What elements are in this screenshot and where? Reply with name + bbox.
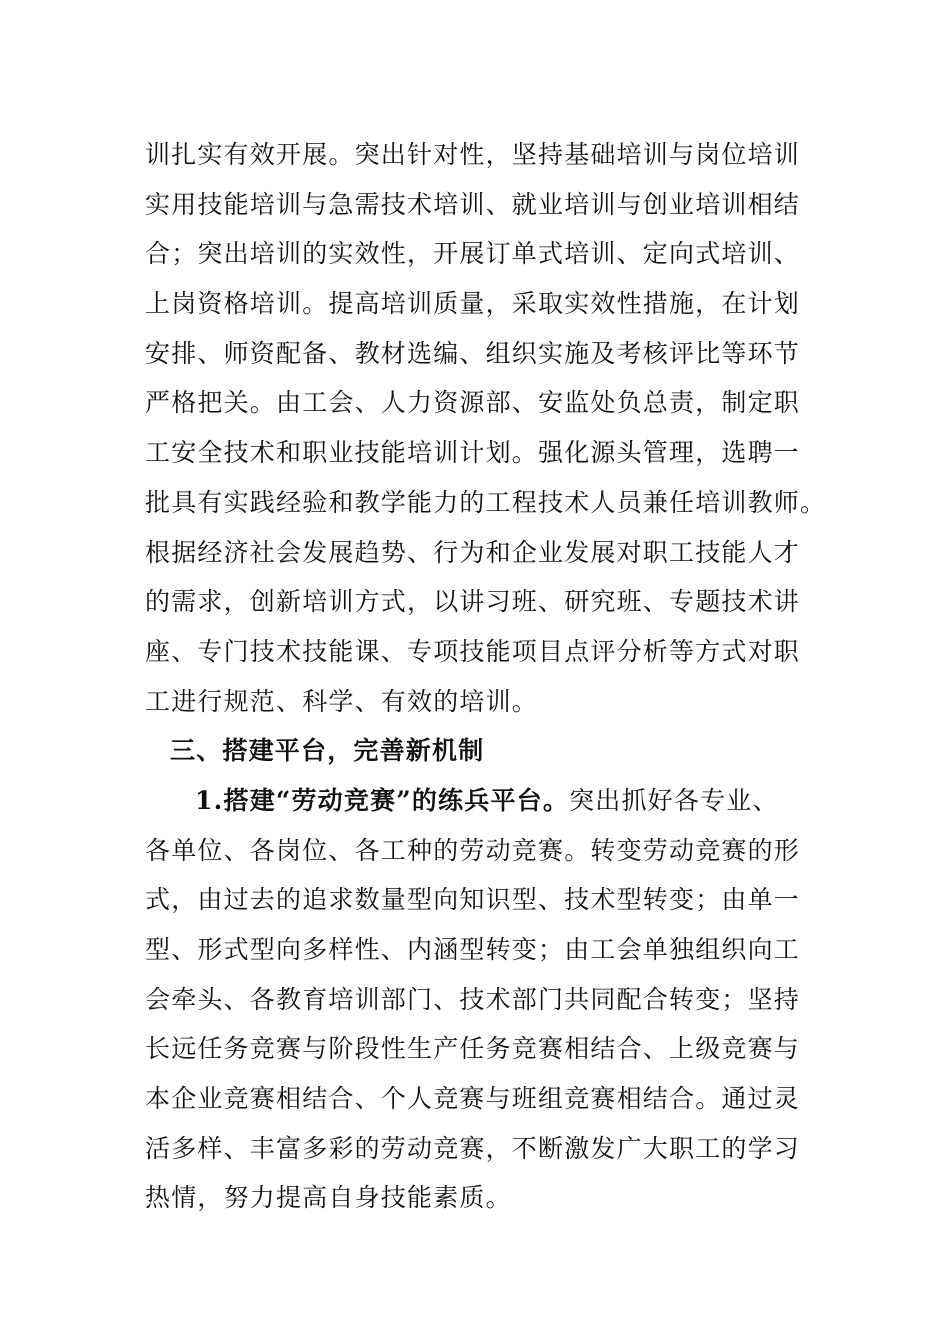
text-line: 的需求，创新培训方式，以讲习班、研究班、专题技术讲 xyxy=(145,587,801,617)
text-line: 严格把关。由工会、人力资源部、安监处负总责，制定职 xyxy=(145,388,801,418)
text-line: 批具有实践经验和教学能力的工程技术人员兼任培训教师。 xyxy=(145,487,827,517)
text-line: 长远任务竞赛与阶段性生产任务竞赛相结合、上级竞赛与 xyxy=(145,1034,801,1064)
text-line: 训扎实有效开展。突出针对性，坚持基础培训与岗位培训 xyxy=(145,140,801,169)
text-line: 实用技能培训与急需技术培训、就业培训与创业培训相结 xyxy=(145,189,801,219)
text-line: 上岗资格培训。提高培训质量，采取实效性措施，在计划 xyxy=(145,289,801,319)
document-body xyxy=(145,130,825,1223)
paragraph-lead-line xyxy=(145,776,825,826)
text-line: 会牵头、各教育培训部门、技术部门共同配合转变；坚持 xyxy=(145,984,801,1014)
text-line: 型、形式型向多样性、内涵型转变；由工会单独组织向工 xyxy=(145,935,801,964)
paragraph-lead-title: 1.搭建“劳动竞赛”的练兵平台。 xyxy=(195,785,570,815)
text-line: 合；突出培训的实效性，开展订单式培训、定向式培训、 xyxy=(145,239,801,269)
text-line: 工安全技术和职业技能培训计划。强化源头管理，选聘一 xyxy=(145,438,801,468)
text-line: 热情，努力提高自身技能素质。 xyxy=(145,1183,512,1213)
text-line: 本企业竞赛相结合、个人竞赛与班组竞赛相结合。通过灵 xyxy=(145,1084,801,1114)
text-line: 活多样、丰富多彩的劳动竞赛，不断激发广大职工的学习 xyxy=(145,1133,801,1163)
section-heading: 三、搭建平台，完善新机制 xyxy=(170,736,485,766)
text-line: 座、专门技术技能课、专项技能项目点评分析等方式对职 xyxy=(145,636,801,666)
paragraph-lead-text: 突出抓好各专业、 xyxy=(569,785,779,815)
paragraph-labor-competition xyxy=(145,776,825,1223)
text-line: 安排、师资配备、教材选编、组织实施及考核评比等环节 xyxy=(145,338,801,368)
paragraph-training xyxy=(145,130,825,726)
text-line: 根据经济社会发展趋势、行为和企业发展对职工技能人才 xyxy=(145,537,801,567)
text-line: 式，由过去的追求数量型向知识型、技术型转变；由单一 xyxy=(145,885,801,915)
text-line: 工进行规范、科学、有效的培训。 xyxy=(145,686,539,716)
text-line: 各单位、各岗位、各工种的劳动竞赛。转变劳动竞赛的形 xyxy=(145,835,801,865)
